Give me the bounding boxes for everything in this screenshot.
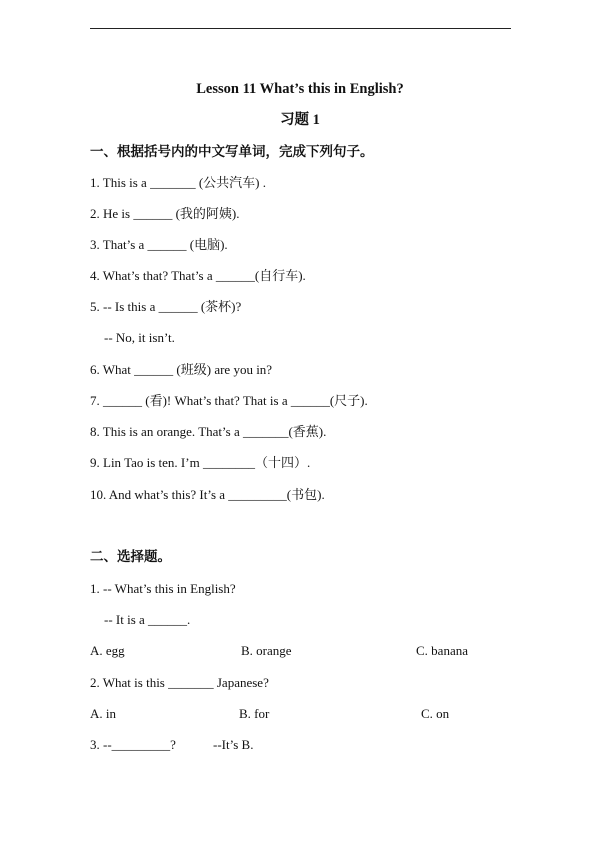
question-3: 3. That’s a ______ (电脑).	[90, 237, 228, 252]
question-6: 6. What ______ (班级) are you in?	[90, 362, 273, 377]
mc-q1-option-a: A. egg	[90, 643, 125, 658]
question-1: 1. This is a _______ (公共汽车) .	[90, 175, 266, 190]
question-4: 4. What’s that? That’s a ______(自行车).	[90, 268, 306, 283]
header-rule	[90, 28, 511, 29]
question-2: 2. He is ______ (我的阿姨).	[90, 206, 240, 221]
mc-q1-option-b: B. orange	[241, 643, 292, 658]
question-5-response: -- No, it isn’t.	[104, 330, 175, 345]
mc-question-2: 2. What is this _______ Japanese?	[90, 675, 269, 690]
question-9: 9. Lin Tao is ten. I’m ________（十四）.	[90, 455, 311, 470]
exercise-subtitle: 习题 1	[280, 112, 320, 128]
lesson-title: Lesson 11 What’s this in English?	[196, 81, 404, 97]
question-5: 5. -- Is this a ______ (茶杯)?	[90, 299, 242, 314]
mc-question-3-reply: --It’s B.	[213, 737, 254, 752]
mc-q1-option-c: C. banana	[416, 643, 468, 658]
mc-q2-option-c: C. on	[421, 706, 450, 721]
question-7: 7. ______ (看)! What’s that? That is a ______(尺子).	[90, 393, 368, 408]
mc-q2-option-b: B. for	[239, 706, 270, 721]
mc-q2-option-a: A. in	[90, 706, 116, 721]
mc-question-3: 3. --_________?	[90, 737, 176, 752]
section-1-heading: 一、根据括号内的中文写单词，完成下列句子。	[90, 144, 374, 159]
mc-question-1: 1. -- What’s this in English?	[90, 581, 236, 596]
question-8: 8. This is an orange. That’s a _______(香蕉).	[90, 424, 327, 439]
question-10: 10. And what’s this? It’s a _________(书包).	[90, 487, 325, 502]
mc-question-1-answer-line: -- It is a ______.	[104, 612, 191, 627]
section-2-heading: 二、选择题。	[90, 549, 171, 564]
